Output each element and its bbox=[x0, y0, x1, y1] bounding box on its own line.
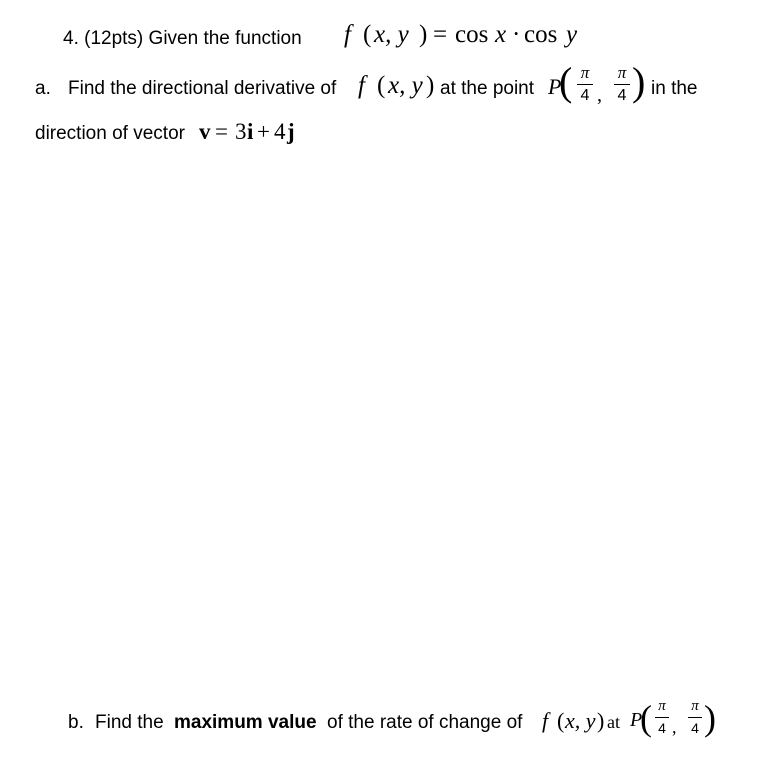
unit-i: i bbox=[247, 119, 254, 144]
part-a-text-3: in the bbox=[651, 78, 698, 99]
part-a-text-2: at the point bbox=[440, 78, 535, 99]
unit-j: j bbox=[287, 119, 295, 144]
cos-2: cos bbox=[524, 21, 558, 48]
coef-3: 3 bbox=[235, 119, 247, 144]
part-b-label: b. bbox=[68, 712, 84, 733]
part-b-text-1: Find the bbox=[95, 712, 164, 733]
word-at: at bbox=[607, 712, 620, 732]
coef-4: 4 bbox=[274, 119, 286, 144]
part-a-text-1: Find the directional derivative of bbox=[68, 78, 337, 99]
question-label: 4. (12pts) Given the function bbox=[63, 28, 302, 49]
fraction-pi-over-4-first: π 4 bbox=[577, 64, 593, 104]
point-p: P bbox=[548, 74, 562, 99]
function-f: f bbox=[344, 21, 351, 48]
dot-operator: · bbox=[512, 21, 521, 48]
big-right-paren: ) bbox=[632, 59, 646, 104]
part-a-text-4: direction of vector bbox=[35, 123, 185, 144]
big-right-paren: ) bbox=[704, 698, 716, 738]
function-f: f bbox=[542, 708, 549, 733]
fraction-pi-over-4-second: π 4 bbox=[688, 699, 702, 735]
point-p: P bbox=[630, 709, 643, 731]
left-paren: ( bbox=[557, 708, 565, 733]
left-paren: ( bbox=[377, 72, 386, 99]
right-paren: ) bbox=[597, 708, 605, 733]
function-args: x, y bbox=[374, 21, 409, 48]
big-left-paren: ( bbox=[640, 698, 652, 738]
right-paren: ) bbox=[419, 21, 428, 48]
var-y: y bbox=[566, 21, 578, 48]
cos-1: cos bbox=[455, 21, 489, 48]
equals-sign: = bbox=[215, 119, 228, 144]
right-paren: ) bbox=[426, 72, 435, 99]
function-args: x, y bbox=[388, 72, 423, 99]
part-b-text-2: of the rate of change of bbox=[327, 712, 523, 733]
function-f: f bbox=[358, 72, 365, 99]
comma: , bbox=[597, 84, 602, 106]
left-paren: ( bbox=[363, 21, 372, 48]
fraction-pi-over-4-first: π 4 bbox=[655, 699, 669, 735]
function-args: x, y bbox=[565, 708, 596, 733]
equals-sign: = bbox=[433, 21, 448, 48]
big-left-paren: ( bbox=[559, 59, 573, 104]
part-b-bold: maximum value bbox=[174, 712, 317, 733]
comma: , bbox=[672, 717, 677, 737]
fraction-pi-over-4-second: π 4 bbox=[614, 64, 630, 104]
plus-sign: + bbox=[257, 119, 270, 144]
vector-v: v bbox=[199, 119, 211, 144]
var-x: x bbox=[495, 21, 507, 48]
part-a-label: a. bbox=[35, 78, 51, 99]
